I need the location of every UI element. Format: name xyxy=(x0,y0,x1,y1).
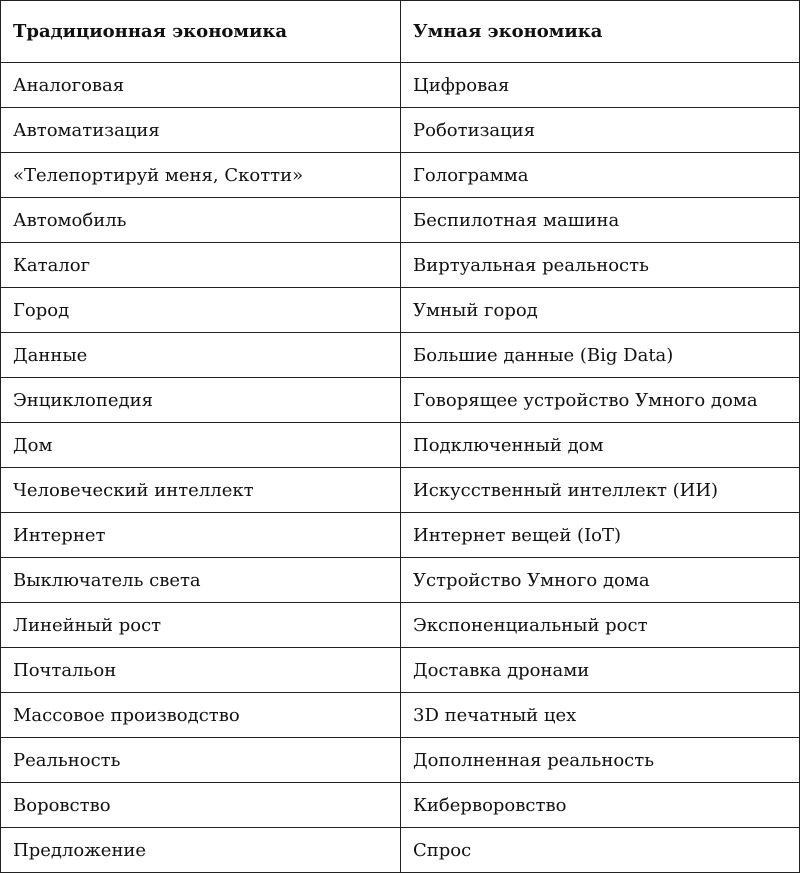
traditional-economy-cell: Человеческий интеллект xyxy=(1,468,401,513)
traditional-economy-cell: Город xyxy=(1,288,401,333)
table-row xyxy=(1,648,800,693)
smart-economy-cell: Умный город xyxy=(401,288,800,333)
traditional-economy-cell: Дом xyxy=(1,423,401,468)
table-row xyxy=(1,108,800,153)
smart-economy-cell: Дополненная реальность xyxy=(401,738,800,783)
table-row xyxy=(1,693,800,738)
table-row xyxy=(1,513,800,558)
smart-economy-cell: Экспоненциальный рост xyxy=(401,603,800,648)
smart-economy-cell: 3D печатный цех xyxy=(401,693,800,738)
table-row xyxy=(1,63,800,108)
smart-economy-cell: Цифровая xyxy=(401,63,800,108)
table-row xyxy=(1,783,800,828)
smart-economy-cell: Киберворовство xyxy=(401,783,800,828)
table-row xyxy=(1,738,800,783)
table-row xyxy=(1,153,800,198)
smart-economy-cell: Голограмма xyxy=(401,153,800,198)
table-row xyxy=(1,378,800,423)
table-row xyxy=(1,288,800,333)
smart-economy-cell: Устройство Умного дома xyxy=(401,558,800,603)
traditional-economy-cell: Выключатель света xyxy=(1,558,401,603)
table-row xyxy=(1,423,800,468)
table-body xyxy=(1,63,800,873)
traditional-economy-cell: «Телепортируй меня, Скотти» xyxy=(1,153,401,198)
traditional-economy-cell: Энциклопедия xyxy=(1,378,401,423)
header-traditional-economy: Традиционная экономика xyxy=(1,1,401,63)
table-header xyxy=(1,1,800,63)
traditional-economy-cell: Массовое производство xyxy=(1,693,401,738)
table-row xyxy=(1,333,800,378)
smart-economy-cell: Роботизация xyxy=(401,108,800,153)
traditional-economy-cell: Данные xyxy=(1,333,401,378)
smart-economy-cell: Говорящее устройство Умного дома xyxy=(401,378,800,423)
traditional-economy-cell: Аналоговая xyxy=(1,63,401,108)
table-row xyxy=(1,468,800,513)
smart-economy-cell: Интернет вещей (IoT) xyxy=(401,513,800,558)
table-row xyxy=(1,243,800,288)
table-row xyxy=(1,198,800,243)
traditional-economy-cell: Автомобиль xyxy=(1,198,401,243)
traditional-economy-cell: Интернет xyxy=(1,513,401,558)
traditional-economy-cell: Почтальон xyxy=(1,648,401,693)
smart-economy-cell: Виртуальная реальность xyxy=(401,243,800,288)
smart-economy-cell: Подключенный дом xyxy=(401,423,800,468)
table-row xyxy=(1,828,800,873)
table-row xyxy=(1,603,800,648)
traditional-economy-cell: Линейный рост xyxy=(1,603,401,648)
traditional-economy-cell: Автоматизация xyxy=(1,108,401,153)
header-row xyxy=(1,1,800,63)
smart-economy-cell: Искусственный интеллект (ИИ) xyxy=(401,468,800,513)
traditional-economy-cell: Реальность xyxy=(1,738,401,783)
smart-economy-cell: Большие данные (Big Data) xyxy=(401,333,800,378)
traditional-economy-cell: Предложение xyxy=(1,828,401,873)
traditional-economy-cell: Воровство xyxy=(1,783,401,828)
header-smart-economy: Умная экономика xyxy=(401,1,800,63)
traditional-economy-cell: Каталог xyxy=(1,243,401,288)
smart-economy-cell: Беспилотная машина xyxy=(401,198,800,243)
table-row xyxy=(1,558,800,603)
smart-economy-cell: Доставка дронами xyxy=(401,648,800,693)
smart-economy-cell: Спрос xyxy=(401,828,800,873)
